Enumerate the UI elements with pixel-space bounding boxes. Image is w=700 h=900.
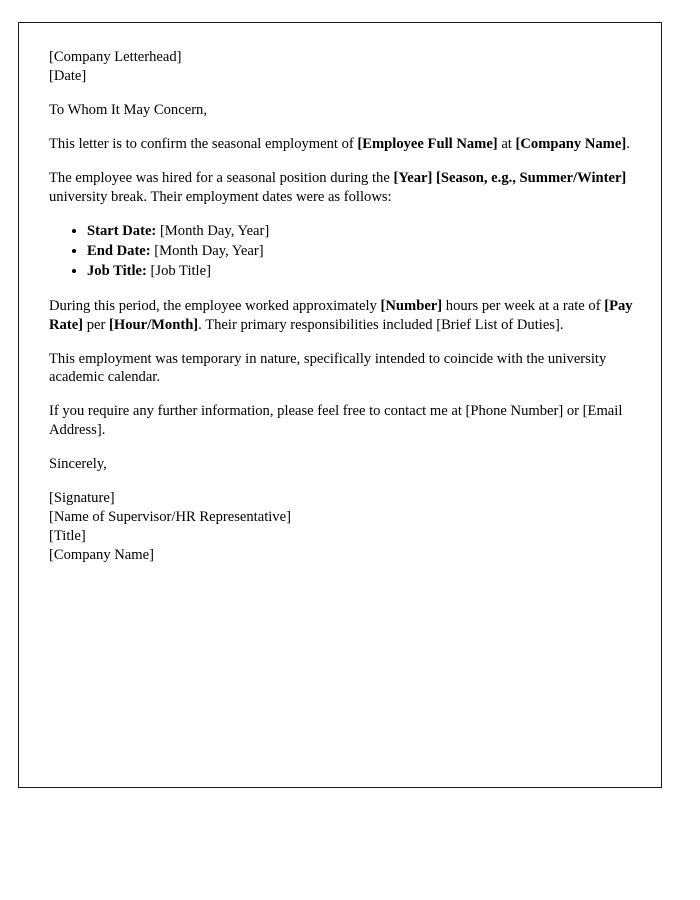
employee-name-placeholder: [Employee Full Name]: [357, 135, 498, 152]
letterhead-block: [49, 48, 633, 86]
year-placeholder: [Year]: [393, 169, 433, 186]
para3-text-1: During this period, the employee worked approximately: [49, 297, 381, 314]
season-placeholder: [Season, e.g., Summer/Winter]: [436, 169, 627, 186]
para3-text-4: . Their primary responsibilities included [Brief List of Duties].: [198, 316, 564, 333]
list-item-job-title: [87, 262, 633, 281]
salutation: To Whom It May Concern,: [49, 101, 207, 118]
paragraph-season: [49, 169, 633, 207]
job-title-label: Job Title:: [87, 263, 147, 280]
hour-month-placeholder: [Hour/Month]: [108, 316, 199, 333]
paragraph-contact: If you require any further information, please feel free to contact me at [Phone Number] or [Email Address].: [49, 403, 623, 439]
company-letterhead-line: [Company Letterhead]: [49, 49, 182, 65]
para1-text-1: This letter is to confirm the seasonal employment of: [49, 135, 358, 152]
title-line: [Title]: [49, 528, 86, 545]
number-placeholder: [Number]: [380, 297, 443, 314]
supervisor-name-line: [Name of Supervisor/HR Representative]: [49, 509, 291, 526]
signature-line: [Signature]: [49, 490, 115, 507]
company-name-line: [Company Name]: [49, 547, 154, 564]
end-date-label: End Date:: [87, 243, 151, 260]
start-date-label: Start Date:: [87, 222, 157, 239]
paragraph-temporary-nature: This employment was temporary in nature, specifically intended to coincide with the university academic calendar.: [49, 350, 607, 386]
letter-content: [49, 48, 633, 580]
end-date-value: [Month Day, Year]: [150, 243, 264, 260]
list-item-start-date: [87, 222, 633, 241]
signature-block: [49, 489, 633, 565]
employment-details-list: [49, 222, 633, 282]
job-title-value: [Job Title]: [146, 263, 211, 280]
para3-text-3: per: [83, 316, 109, 333]
start-date-value: [Month Day, Year]: [156, 222, 270, 239]
para1-text-2: at: [497, 135, 516, 152]
para2-text-1: The employee was hired for a seasonal position during the: [49, 169, 394, 186]
para3-text-2: hours per week at a rate of: [442, 297, 605, 314]
list-item-end-date: [87, 242, 633, 261]
closing: Sincerely,: [49, 456, 107, 473]
para2-text-3: university break. Their employment dates were as follows:: [49, 188, 392, 205]
date-line: [Date]: [49, 67, 87, 84]
letter-page: [18, 22, 662, 788]
paragraph-hours-pay: [49, 297, 633, 335]
para1-text-3: .: [626, 135, 630, 152]
pay-rate-placeholder: [Pay Rate]: [49, 297, 633, 333]
paragraph-confirmation: [49, 135, 633, 154]
company-name-placeholder: [Company Name]: [515, 135, 627, 152]
